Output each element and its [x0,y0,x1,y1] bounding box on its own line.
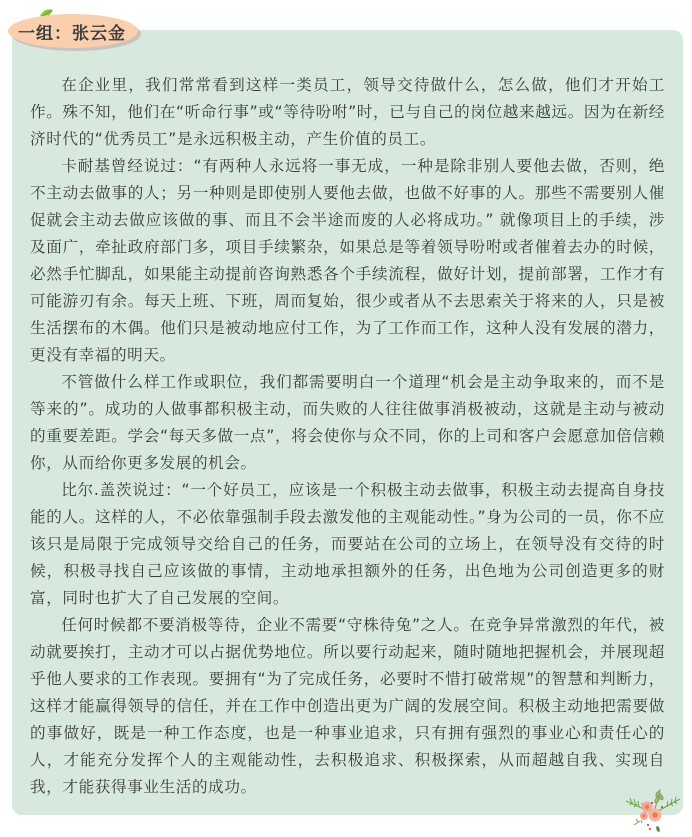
paragraph-3: 不管做什么样工作或职位，我们都需要明白一个道理“机会是主动争取来的，而不是等来的”。成功的人做事都积极主动，而失败的人往往做事消极被动，这就是主动与被动的重要差距。学会“每天多做一点”，将会使你与众不同，你的上司和客户会愿意加倍信赖你，从而给你更多发展的机会。 [30,373,665,472]
title-badge [8,14,138,48]
paragraph-2: 卡耐基曾经说过：“有两种人永远将一事无成，一种是除非别人要他去做，否则，绝不主动去做事的人；另一种则是即使别人要他去做，也做不好事的人。那些不需要别人催促就会主动去做应该做的事、而且不会半途而废的人必将成功。” 就像项目上的手续，涉及面广，牵扯政府部门多，项目手续繁杂，如果总是等着领导吩咐或者催着去办的时候，必然手忙脚乱，如果能主动提前咨询熟悉各个手续流程，做好计划，提前部署，工作才有可能游刃有余。每天上班、下班，周而复始，很少或者从不去思索关于将来的人，只是被生活摆布的木偶。他们只是被动地应付工作，为了工作而工作，这种人没有发展的潜力，更没有幸福的明天。 [30,157,665,364]
paragraph-4: 比尔.盖茨说过：“一个好员工，应该是一个积极主动去做事，积极主动去提高自身技能的人。这样的人，不必依靠强制手段去激发他的主观能动性。”身为公司的一员，你不应该只是局限于完成领导交给自己的任务，而要站在公司的立场上，在领导没有交待的时候，积极寻找自己应该做的事情，主动地承担额外的任务，出色地为公司创造更多的财富，同时也扩大了自己发展的空间。 [30,481,665,607]
article-panel [12,30,683,815]
paragraph-5: 任何时候都不要消极等待，企业不需要“守株待兔”之人。在竞争异常激烈的年代，被动就要挨打，主动才可以占据优势地位。所以要行动起来，随时随地把握机会，并展现超乎他人要求的工作表现。要拥有“为了完成任务，必要时不惜打破常规”的智慧和判断力，这样才能赢得领导的信任，并在工作中创造出更为广阔的发展空间。积极主动地把需要做的事做好，既是一种工作态度，也是一种事业追求，只有拥有强烈的事业心和责任心的人，才能充分发挥个人的主观能动性，去积极追求、积极探索，从而超越自我、实现自我，才能获得事业生活的成功。 [30,616,665,796]
paragraph-1: 在企业里，我们常常看到这样一类员工，领导交待做什么，怎么做，他们才开始工作。殊不知，他们在“听命行事”或“等待吩咐”时，已与自己的岗位越来越远。因为在新经济时代的“优秀员工”是永远积极主动，产生价值的员工。 [30,76,665,148]
flower-bouquet-icon [622,785,684,835]
badge-title: 一组：张云金 [18,23,126,44]
